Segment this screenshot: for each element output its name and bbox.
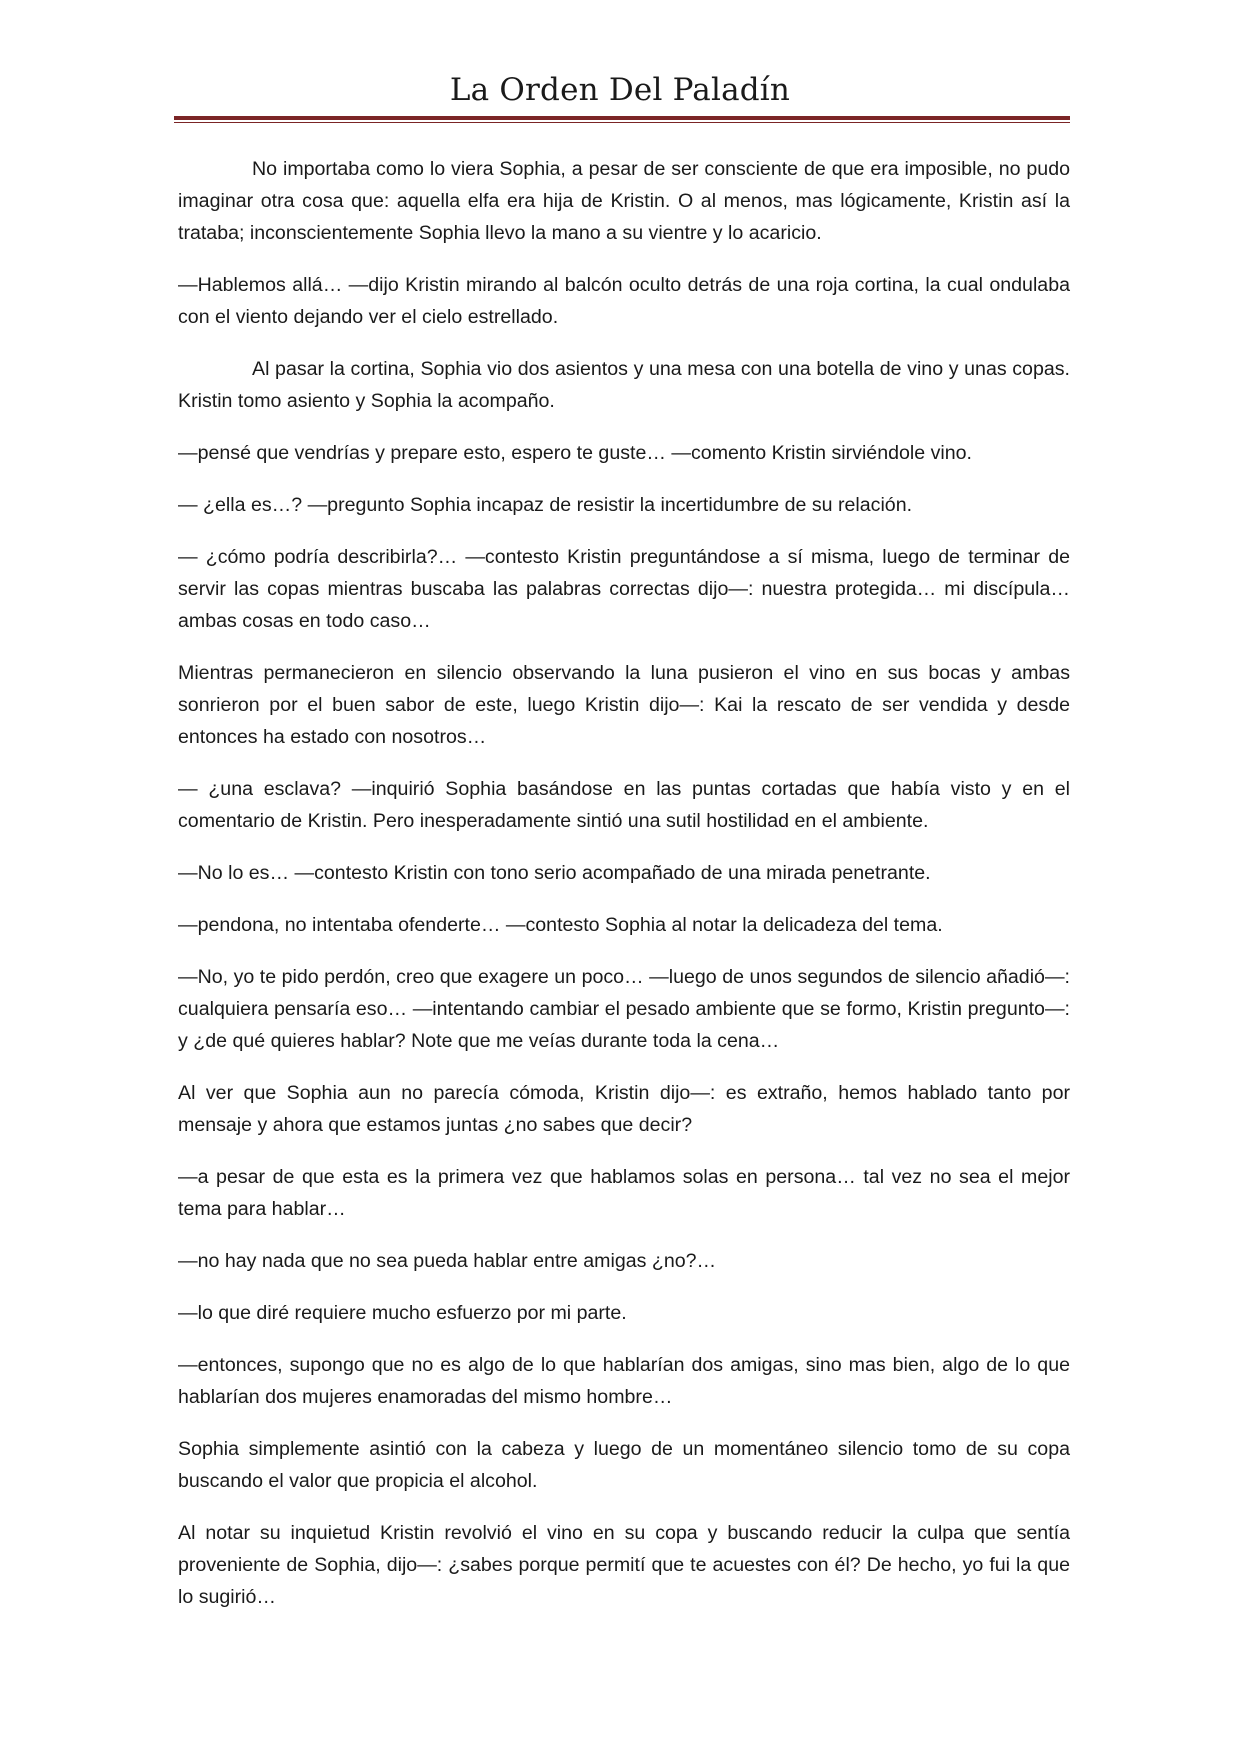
body-text — [178, 153, 1070, 1633]
paragraph: —pensé que vendrías y prepare esto, espero te guste… —comento Kristin sirviéndole vino. — [178, 442, 972, 464]
paragraph: Al notar su inquietud Kristin revolvió el vino en su copa y buscando reducir la culpa que sentía proveniente de Sophia, dijo—: ¿sabes porque permití que te acuestes con él? De hecho, yo fui la que lo sugirió… — [178, 1522, 1070, 1608]
header-rule-thin — [174, 122, 1070, 123]
paragraph: —entonces, supongo que no es algo de lo que hablarían dos amigas, sino mas bien, algo de lo que hablarían dos mujeres enamoradas del mismo hombre… — [178, 1354, 1070, 1408]
paragraph: — ¿cómo podría describirla?… —contesto Kristin preguntándose a sí misma, luego de terminar de servir las copas mientras buscaba las palabras correctas dijo—: nuestra protegida… mi discípula… ambas cosas en todo caso… — [178, 546, 1070, 632]
paragraph: Sophia simplemente asintió con la cabeza y luego de un momentáneo silencio tomo de su copa buscando el valor que propicia el alcohol. — [178, 1438, 1070, 1492]
paragraph: —No, yo te pido perdón, creo que exagere un poco… —luego de unos segundos de silencio añadió—: cualquiera pensaría eso… —intentando cambiar el pesado ambiente que se formo, Kristin pregunto—: y ¿de qué quieres hablar? Note que me veías durante toda la cena… — [178, 966, 1070, 1052]
paragraph: —pendona, no intentaba ofenderte… —contesto Sophia al notar la delicadeza del tema. — [178, 914, 943, 936]
paragraph: Al pasar la cortina, Sophia vio dos asientos y una mesa con una botella de vino y unas copas. Kristin tomo asiento y Sophia la acompaño. — [178, 358, 1070, 412]
paragraph: — ¿una esclava? —inquirió Sophia basándose en las puntas cortadas que había visto y en el comentario de Kristin. Pero inesperadamente sintió una sutil hostilidad en el ambiente. — [178, 778, 1070, 832]
paragraph: Mientras permanecieron en silencio observando la luna pusieron el vino en sus bocas y ambas sonrieron por el buen sabor de este, luego Kristin dijo—: Kai la rescato de ser vendida y desde entonces ha estado con nosotros… — [178, 662, 1070, 748]
paragraph: —Hablemos allá… —dijo Kristin mirando al balcón oculto detrás de una roja cortina, la cual ondulaba con el viento dejando ver el cielo estrellado. — [178, 274, 1070, 328]
paragraph: —No lo es… —contesto Kristin con tono serio acompañado de una mirada penetrante. — [178, 862, 931, 884]
paragraph: —a pesar de que esta es la primera vez que hablamos solas en persona… tal vez no sea el mejor tema para hablar… — [178, 1166, 1070, 1220]
header-rule — [174, 116, 1070, 120]
paragraph: Al ver que Sophia aun no parecía cómoda, Kristin dijo—: es extraño, hemos hablado tanto por mensaje y ahora que estamos juntas ¿no sabes que decir? — [178, 1082, 1070, 1136]
paragraph: — ¿ella es…? —pregunto Sophia incapaz de resistir la incertidumbre de su relación. — [178, 494, 913, 516]
running-header-title: La Orden Del Paladín — [449, 72, 791, 108]
paragraph: —lo que diré requiere mucho esfuerzo por mi parte. — [178, 1302, 627, 1324]
paragraph: No importaba como lo viera Sophia, a pesar de ser consciente de que era imposible, no pudo imaginar otra cosa que: aquella elfa era hija de Kristin. O al menos, mas lógicamente, Kristin así la trataba; inconscientemente Sophia llevo la mano a su vientre y lo acaricio. — [178, 158, 1070, 244]
paragraph: —no hay nada que no sea pueda hablar entre amigas ¿no?… — [178, 1250, 717, 1272]
